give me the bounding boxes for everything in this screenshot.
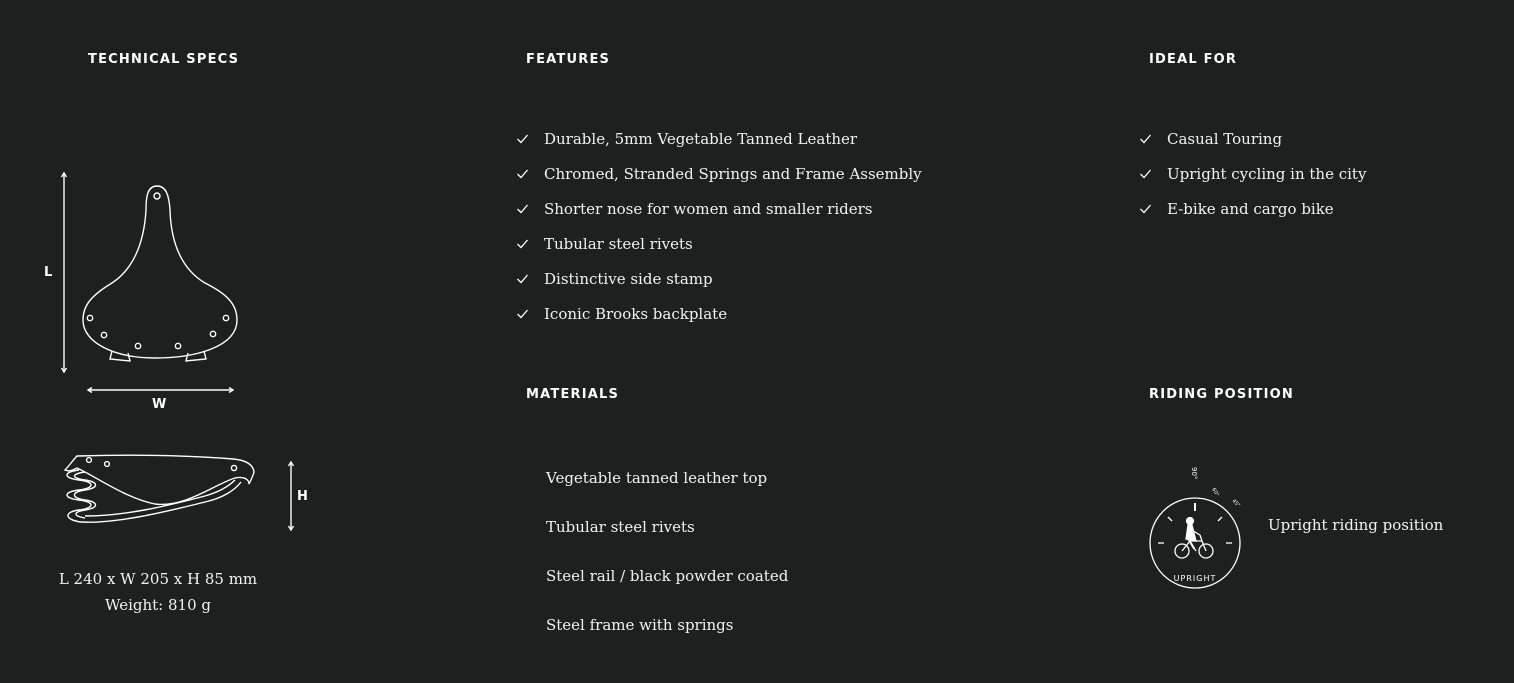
saddle-top-view-diagram: [40, 165, 260, 415]
feature-text: Durable, 5mm Vegetable Tanned Leather: [544, 130, 858, 148]
list-item: Vegetable tanned leather top: [546, 469, 768, 487]
ideal-for-list: [1139, 129, 1366, 234]
upright-badge-text: UPRIGHT: [1173, 574, 1217, 583]
features-heading: FEATURES: [526, 52, 611, 67]
feature-text: Shorter nose for women and smaller riders: [544, 200, 873, 218]
upright-riding-badge-icon: [1140, 455, 1270, 595]
ideal-for-text: E-bike and cargo bike: [1167, 200, 1334, 218]
list-item: [516, 129, 922, 164]
materials-heading: MATERIALS: [526, 387, 620, 402]
riding-position-label: Upright riding position: [1268, 516, 1444, 534]
features-list: [516, 129, 922, 339]
dimension-width-label: W: [152, 397, 167, 412]
check-icon: [516, 307, 529, 320]
list-item: Steel rail / black powder coated: [546, 567, 789, 585]
materials-list: [546, 468, 788, 664]
check-icon: [516, 167, 529, 180]
list-item: [1139, 199, 1366, 234]
check-icon: [516, 237, 529, 250]
ideal-for-heading: IDEAL FOR: [1149, 52, 1238, 67]
list-item: [1139, 129, 1366, 164]
list-item: [1139, 164, 1366, 199]
angle-90-label: 90°: [1190, 467, 1198, 480]
check-icon: [1139, 132, 1152, 145]
list-item: [516, 234, 922, 269]
feature-text: Distinctive side stamp: [544, 270, 713, 288]
list-item: [516, 164, 922, 199]
angle-60-label: 60°: [1210, 487, 1220, 498]
list-item: [516, 199, 922, 234]
riding-position-heading: RIDING POSITION: [1149, 387, 1294, 402]
ideal-for-text: Casual Touring: [1167, 130, 1283, 148]
dimension-height-label: H: [297, 489, 308, 504]
ideal-for-text: Upright cycling in the city: [1167, 165, 1367, 183]
specs-summary: [38, 566, 278, 618]
dimensions-text: L 240 x W 205 x H 85 mm: [58, 570, 258, 588]
feature-text: Iconic Brooks backplate: [544, 305, 728, 323]
technical-specs-heading: TECHNICAL SPECS: [88, 52, 240, 67]
feature-text: Tubular steel rivets: [544, 235, 693, 253]
check-icon: [516, 202, 529, 215]
list-item: [516, 269, 922, 304]
list-item: Tubular steel rivets: [546, 518, 695, 536]
saddle-side-view-diagram: [55, 450, 305, 540]
angle-45-label: 45°: [1230, 498, 1242, 509]
check-icon: [1139, 167, 1152, 180]
check-icon: [516, 272, 529, 285]
weight-text: Weight: 810 g: [105, 596, 211, 614]
check-icon: [1139, 202, 1152, 215]
list-item: [516, 304, 922, 339]
feature-text: Chromed, Stranded Springs and Frame Assembly: [544, 165, 922, 183]
check-icon: [516, 132, 529, 145]
dimension-length-label: L: [44, 265, 53, 280]
list-item: Steel frame with springs: [546, 616, 734, 634]
